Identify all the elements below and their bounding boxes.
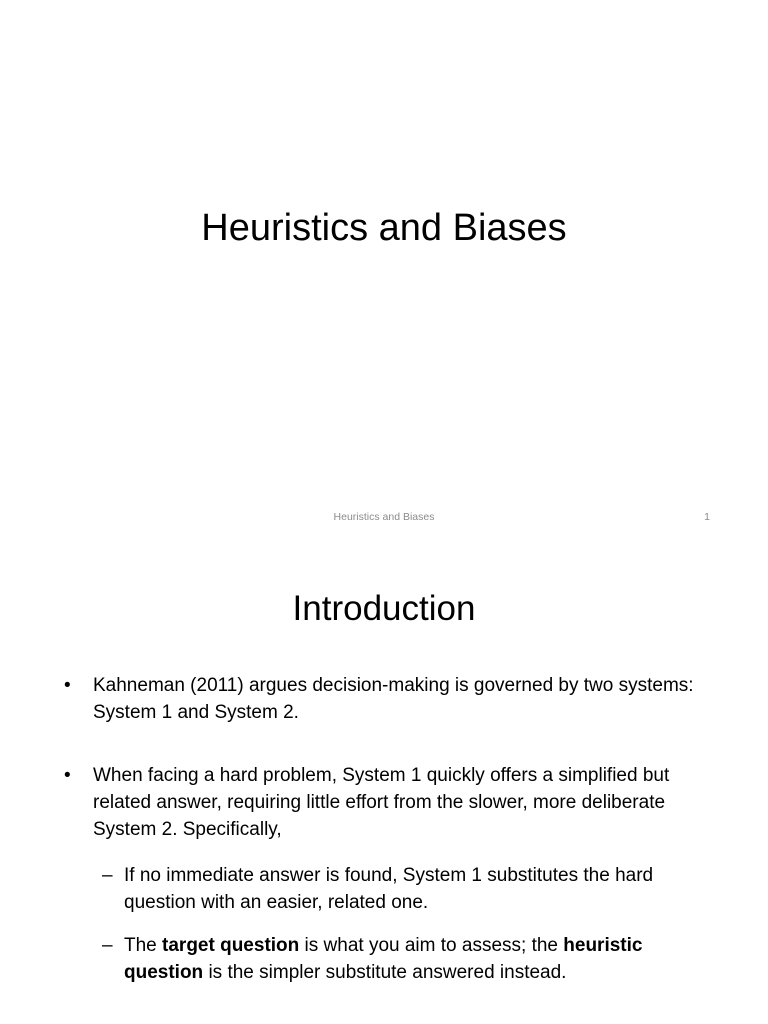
text-run: is what you aim to assess; the (299, 935, 564, 956)
introduction-slide (0, 540, 768, 1024)
bullet-marker: • (64, 675, 71, 696)
bold-term: target question (162, 935, 300, 956)
sub-bullet-text: If no immediate answer is found, System 1 substitutes the hard question with an easier, related one. (124, 865, 654, 913)
slide-title: Introduction (292, 589, 476, 628)
bullet-item (60, 672, 710, 726)
bullet-item (60, 762, 710, 843)
bullet-text: Kahneman (2011) argues decision-making is governed by two systems: System 1 and System 2. (93, 675, 694, 723)
bold-term: heuristic question (124, 935, 643, 983)
bullet-text: When facing a hard problem, System 1 quickly offers a simplified but related answer, requiring little effort from the slower, more deliberate System 2. Specifically, (93, 765, 670, 840)
sub-bullet-text (124, 932, 708, 986)
text-run: The (124, 935, 163, 956)
text-run: is the simpler substitute answered instead. (203, 962, 567, 983)
slide-page-number: 1 (704, 511, 710, 523)
sub-bullet-marker: – (102, 935, 113, 956)
slide-title: Heuristics and Biases (201, 207, 567, 249)
sub-bullet-marker: – (102, 865, 113, 886)
sub-bullet-item (98, 932, 708, 986)
sub-bullet-item (98, 862, 708, 916)
slide-footer: Heuristics and Biases (333, 511, 435, 523)
bullet-marker: • (64, 765, 71, 786)
